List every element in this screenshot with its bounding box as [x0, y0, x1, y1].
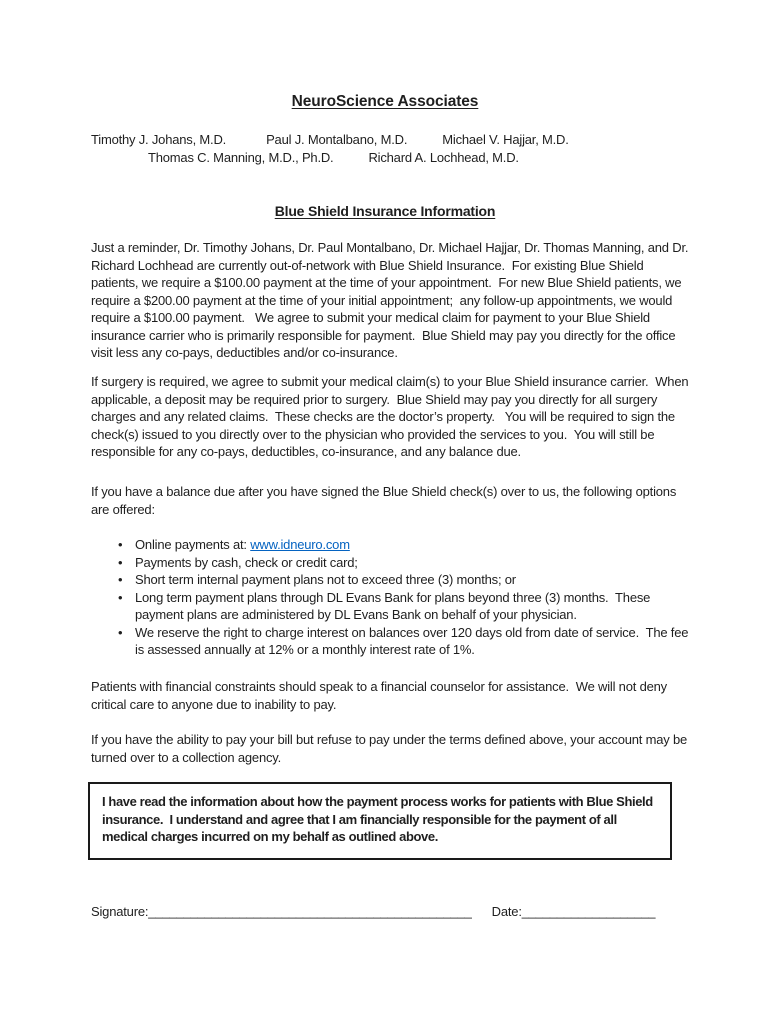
payment-option-short-term: Short term internal payment plans not to exceed three (3) months; or [135, 572, 516, 587]
list-item [91, 589, 690, 624]
physicians-row-2 [0, 149, 770, 166]
section-title: Blue Shield Insurance Information [274, 203, 496, 219]
physician-name: Thomas C. Manning, M.D., Ph.D. [148, 150, 334, 165]
clinic-name: NeuroScience Associates [291, 93, 479, 110]
bullet-icon: • [118, 537, 123, 552]
agreement-text: I have read the information about how the payment process works for patients with Blue Shield insurance. I understand and agree that I am financially responsible for the payment of all medical charges incurred on my behalf as outlined above. [102, 794, 657, 844]
paragraph-refusal: If you have the ability to pay your bill but refuse to pay under the terms defined above, your account may be turned over to a collection agency. [91, 732, 691, 765]
payment-option-long-term: Long term payment plans through DL Evans Bank for plans beyond three (3) months. These payment plans are administered by DL Evans Bank on behalf of your physician. [135, 589, 654, 622]
physician-name: Paul J. Montalbano, M.D. [266, 132, 408, 147]
payment-option-interest: We reserve the right to charge interest on balances over 120 days old from date of service. The fee is assessed annually at 12% or a monthly interest rate of 1%. [135, 624, 692, 657]
list-item [91, 536, 690, 554]
physician-name: Timothy J. Johans, M.D. [91, 132, 227, 147]
bullet-icon: • [118, 572, 123, 587]
online-payments-link[interactable]: www.idneuro.com [250, 537, 350, 552]
physicians-row-1 [0, 131, 770, 148]
signature-row [91, 903, 655, 921]
physician-name: Richard A. Lochhead, M.D. [368, 150, 519, 165]
paragraph-financial-constraints: Patients with financial constraints should speak to a financial counselor for assistance. We will not deny critical care to anyone due to inability to pay. [91, 679, 671, 712]
agreement-box [88, 782, 672, 860]
bullet-icon: • [118, 624, 123, 640]
signature-label: Signature: [91, 904, 149, 919]
date-label: Date: [491, 904, 522, 919]
physician-name: Michael V. Hajjar, M.D. [442, 132, 569, 147]
bullet-icon: • [118, 589, 123, 605]
bullet-icon: • [118, 554, 123, 570]
signature-line[interactable]: ______________________________________________ [148, 904, 472, 919]
payment-option-online [135, 536, 690, 554]
list-item [91, 624, 690, 659]
paragraph-surgery: If surgery is required, we agree to submit your medical claim(s) to your Blue Shield insurance carrier. When applicable, a deposit may be required prior to surgery. Blue Shield may pay you directly for all surgery charges and any related claims. These checks are the doctor’s property. You will be required to sign the check(s) issued to you directly over to the physician who provided the services to you. You will still be responsible for any co-pays, deductibles, co-insurance, and any balance due. [91, 374, 692, 459]
payment-option-online-prefix: Online payments at: [135, 537, 251, 552]
paragraph-intro: Just a reminder, Dr. Timothy Johans, Dr. Paul Montalbano, Dr. Michael Hajjar, Dr. Thomas Manning, and Dr. Richard Lochhead are currently out-of-network with Blue Shield Insurance. For existing Blue Shield patients, we require a $100.00 payment at the time of your appointment. For new Blue Shield patients, we require a $200.00 payment at the time of your initial appointment; any follow-up appointments, we would require a $100.00 payment. We agree to submit your medical claim for payment to your Blue Shield insurance carrier who is primarily responsible for payment. Blue Shield may pay you directly for the office visit less any co-pays, deductibles and/or co-insurance. [91, 240, 692, 360]
date-line[interactable]: ___________________ [521, 904, 656, 919]
payment-options-list [91, 536, 690, 659]
payment-option-cash: Payments by cash, check or credit card; [135, 554, 358, 570]
list-item [91, 554, 690, 572]
paragraph-balance-due: If you have a balance due after you have signed the Blue Shield check(s) over to us, the following options are offered: [91, 484, 680, 517]
list-item [91, 571, 690, 589]
